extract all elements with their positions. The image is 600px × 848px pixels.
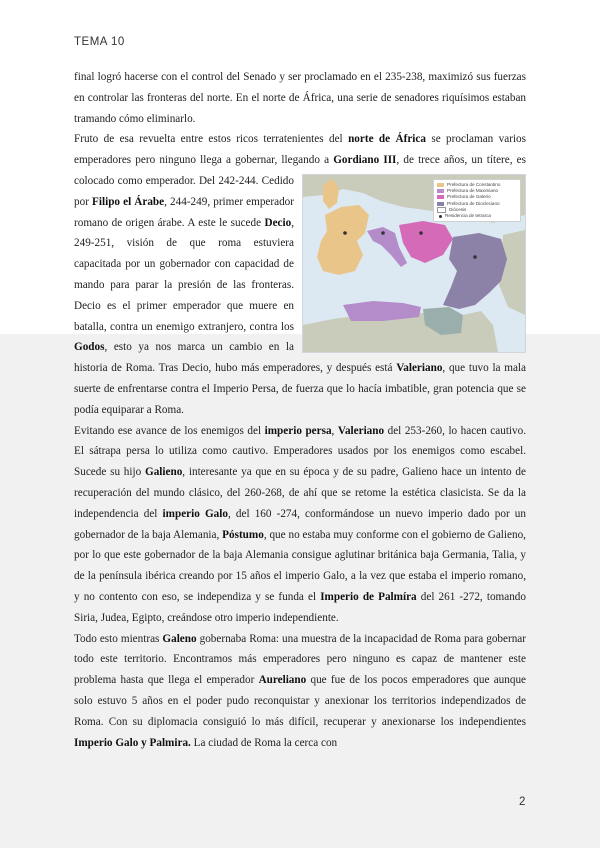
paragraph-2: Fruto de esa revuelta entre estos ricos terratenientes del norte de África se proclaman varios emperadores pero ninguno llega a gobernar, llegando a Prefectura de Constantino Prefectura de Maximiano Prefectura de Galerio Prefectura de Diocleciano Diócesis Residencia de tetrarca Gordiano III, de trece años, un títere, es colocado como emperador. Del 242-244. Cedido por Filipo el Árabe, 244-249, primer emperador romano de origen árabe. A este le sucede Decio, 249-251, visión de que roma estuviera capacitada por un gobernador con capacidad de mando para parar la presión de las fronteras. Decio es el primer emperador que muere en batalla, contra un enemigo extranjero, contra los Godos, esto ya nos marca un cambio en la historia de Roma. Tras Decio, hubo más emperadores, y después está Valeriano, que tuvo la mala suerte de enfrentarse contra el Imperio Persa, de fuerza que lo hacía imbatible, gran potencia que se podía equiparar a Roma.	[74, 133, 527, 416]
paragraph-3: Evitando ese avance de los enemigos del imperio persa, Valeriano del 253-260, lo hacen cautivo. El sátrapa persa lo utiliza como cautivo. Emperadores usados por los enemigos como escabel. Sucede su hijo Galieno, interesante ya que en su época y de su padre, Galieno hace un intento de recuperación del mundo clásico, del 260-268, de ahí que se retome la estética clasicista. Se da la independencia del imperio Galo, del 160 -274, conformándose un nuevo imperio dado por un gobernador de la baja Alemania, Póstumo, que no estaba muy conforme con el gobierno de Galieno, por lo que este gobernador de la baja Alemania consigue aglutinar británica baja Germania, Talia, y de la península ibérica creando por 15 años el imperio Galo, a la vez que estaba el imperio romano, y no contento con eso, se independiza y se funda el Imperio de Palmíra del 261 -272, tomando Siria, Judea, Egipto, creándose otro imperio independiente.	[74, 424, 527, 624]
legend-item-galerio: Prefectura de Galerio	[437, 194, 517, 200]
term-valeriano-2: Valeriano	[337, 424, 385, 437]
term-imperio-palmira: Imperio de Palmíra	[320, 590, 417, 603]
legend-item-constantino: Prefectura de Constantino	[437, 182, 517, 188]
term-imperio-persa: imperio persa	[264, 424, 332, 437]
residence-dot-icon	[439, 215, 442, 218]
term-galeno: Galeno	[162, 632, 197, 645]
legend-item-diocleciano: Prefectura de Diocleciano	[437, 201, 517, 207]
page-number: 2	[519, 796, 526, 808]
term-godos: Godos	[74, 341, 105, 354]
term-valeriano: Valeriano	[396, 362, 443, 375]
map-legend	[433, 179, 521, 222]
term-imperio-galo: imperio Galo	[162, 507, 228, 520]
term-filipo: Filipo el Árabe	[92, 195, 165, 208]
term-galo-palmira: Imperio Galo y Palmira.	[74, 736, 191, 749]
paragraph-1: final logró hacerse con el control del Senado y ser proclamado en el 235-238, maximizó sus fuerzas en controlar las fronteras del norte. En el norte de África, una serie de senadores riquísimos estaban tramando cómo eliminarlo.	[74, 71, 526, 125]
term-decio: Decio	[264, 216, 292, 229]
roman-empire-map	[302, 174, 526, 353]
term-norte-africa: norte de África	[348, 133, 426, 146]
legend-item-maximiano: Prefectura de Maximiano	[437, 188, 517, 194]
paragraph-4: Todo esto mientras Galeno gobernaba Roma: una muestra de la incapacidad de Roma para gobernar todo este territorio. Encontramos más emperadores pero ninguno es capaz de mantener este problema hasta que llega el emperador Aureliano que fue de los pocos emperadores que aunque solo estuvo 5 años en el poder pudo reconquistar y anexionar los territorios independizados de Roma. Con su diplomacia consiguió lo más difícil, recuperar y anexionarse los independientes Imperio Galo y Palmira. La ciudad de Roma la cerca con	[74, 632, 526, 749]
term-galieno: Galieno	[145, 466, 183, 479]
legend-item-residencia: Residencia de tetrarca	[437, 213, 517, 219]
term-aureliano: Aureliano	[258, 674, 307, 687]
document-body	[74, 67, 526, 753]
legend-item-diocesis: Diócesis	[437, 207, 517, 213]
term-gordiano: Gordiano III	[333, 154, 397, 167]
term-postumo: Póstumo	[222, 528, 264, 541]
page-header: TEMA 10	[74, 36, 125, 48]
